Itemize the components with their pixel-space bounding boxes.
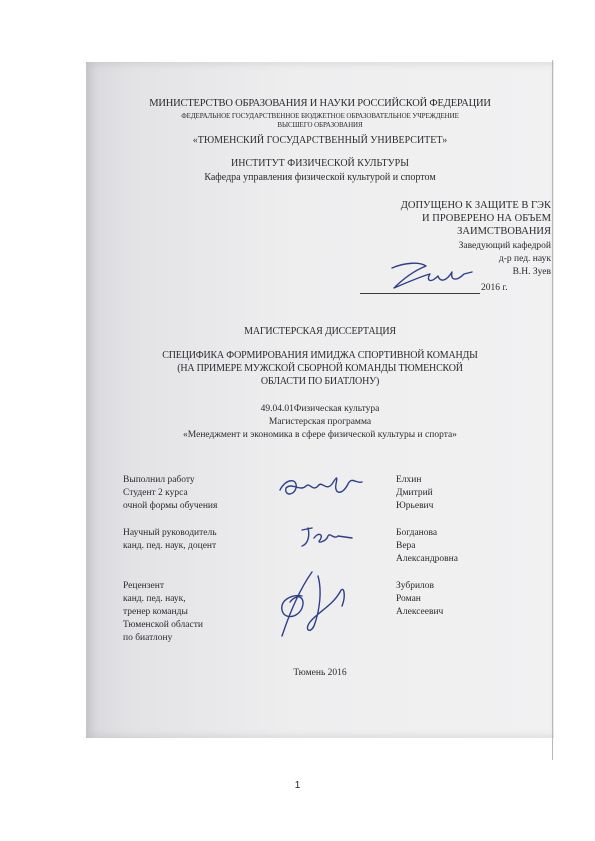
program-label: Магистерская программа [268,417,372,427]
reviewer-patronymic: Алексеевич [396,607,444,617]
page-number: 1 [294,780,301,791]
reviewer-role-line-4: Тюменской области [123,620,203,630]
approval-year: 2016 г. [481,283,508,293]
reviewer-role [123,580,203,645]
supervisor-first-name: Вера [396,541,416,551]
specialty-code: 49.04.01Физическая культура [260,404,380,414]
author-role-line-3: очной формы обучения [123,501,218,511]
author-signature [276,470,366,504]
supervisor-signature [298,522,358,552]
reviewer-first-name: Роман [396,594,421,604]
thesis-topic-line-3: ОБЛАСТИ ПО БИАТЛОНУ) [260,376,380,387]
institute-name: ИНСТИТУТ ФИЗИЧЕСКОЙ КУЛЬТУРЫ [231,158,409,169]
reviewer-signature [262,566,362,646]
reviewer-surname: Зубрилов [396,581,435,591]
institution-line-1: ФЕДЕРАЛЬНОЕ ГОСУДАРСТВЕННОЕ БЮДЖЕТНОЕ ОБРАЗОВАТЕЛЬНОЕ УЧРЕЖДЕНИЕ [181,112,459,120]
ministry-line: МИНИСТЕРСТВО ОБРАЗОВАНИЯ И НАУКИ РОССИЙСКОЙ ФЕДЕРАЦИИ [149,98,491,109]
institution-line-2: ВЫСШЕГО ОБРАЗОВАНИЯ [277,121,363,129]
supervisor-role-line-2: канд. пед. наук, доцент [123,541,217,551]
approval-position: Заведующий кафедрой [458,241,551,251]
thesis-type: МАГИСТЕРСКАЯ ДИССЕРТАЦИЯ [244,326,396,337]
department-name: Кафедра управления физической культурой и спортом [204,172,436,183]
reviewer-role-line-1: Рецензент [123,581,164,591]
author-role-line-1: Выполнил работу [123,475,195,485]
thesis-topic-line-2: (НА ПРИМЕРЕ МУЖСКОЙ СБОРНОЙ КОМАНДЫ ТЮМЕНСКОЙ [177,363,463,374]
approval-degree: д-р пед. наук [498,254,551,264]
reviewer-role-line-2: канд. пед. наук, [123,594,186,604]
author-first-name: Дмитрий [396,488,433,498]
head-of-department-signature [386,256,476,292]
supervisor-patronymic: Александровна [396,554,458,564]
reviewer-role-line-5: по биатлону [123,633,173,643]
reviewer-role-line-3: тренер команды [123,607,188,617]
reviewer-name [396,580,443,619]
approval-name: В.Н. Зуев [512,267,551,277]
approval-block [401,199,551,238]
author-surname: Елхин [396,475,422,485]
approval-line-2: И ПРОВЕРЕНО НА ОБЪЕМ [422,213,551,224]
author-role-line-2: Студент 2 курса [123,488,188,498]
supervisor-role-line-1: Научный руководитель [123,528,217,538]
author-name [396,474,433,513]
supervisor-name [396,527,458,566]
signature-underline [360,293,480,294]
university-name: «ТЮМЕНСКИЙ ГОСУДАРСТВЕННЫЙ УНИВЕРСИТЕТ» [192,135,448,146]
program-name: «Менеджмент и экономика в сфере физической культуры и спорта» [183,430,457,440]
supervisor-surname: Богданова [396,528,438,538]
thesis-topic-line-1: СПЕЦИФИКА ФОРМИРОВАНИЯ ИМИДЖА СПОРТИВНОЙ КОМАНДЫ [162,350,478,361]
city-year: Тюмень 2016 [293,668,347,678]
supervisor-role [123,527,217,553]
author-role [123,474,217,513]
approval-line-3: ЗАИМСТВОВАНИЯ [457,226,551,237]
author-patronymic: Юрьевич [396,501,434,511]
approval-line-1: ДОПУЩЕНО К ЗАЩИТЕ В ГЭК [400,200,551,211]
